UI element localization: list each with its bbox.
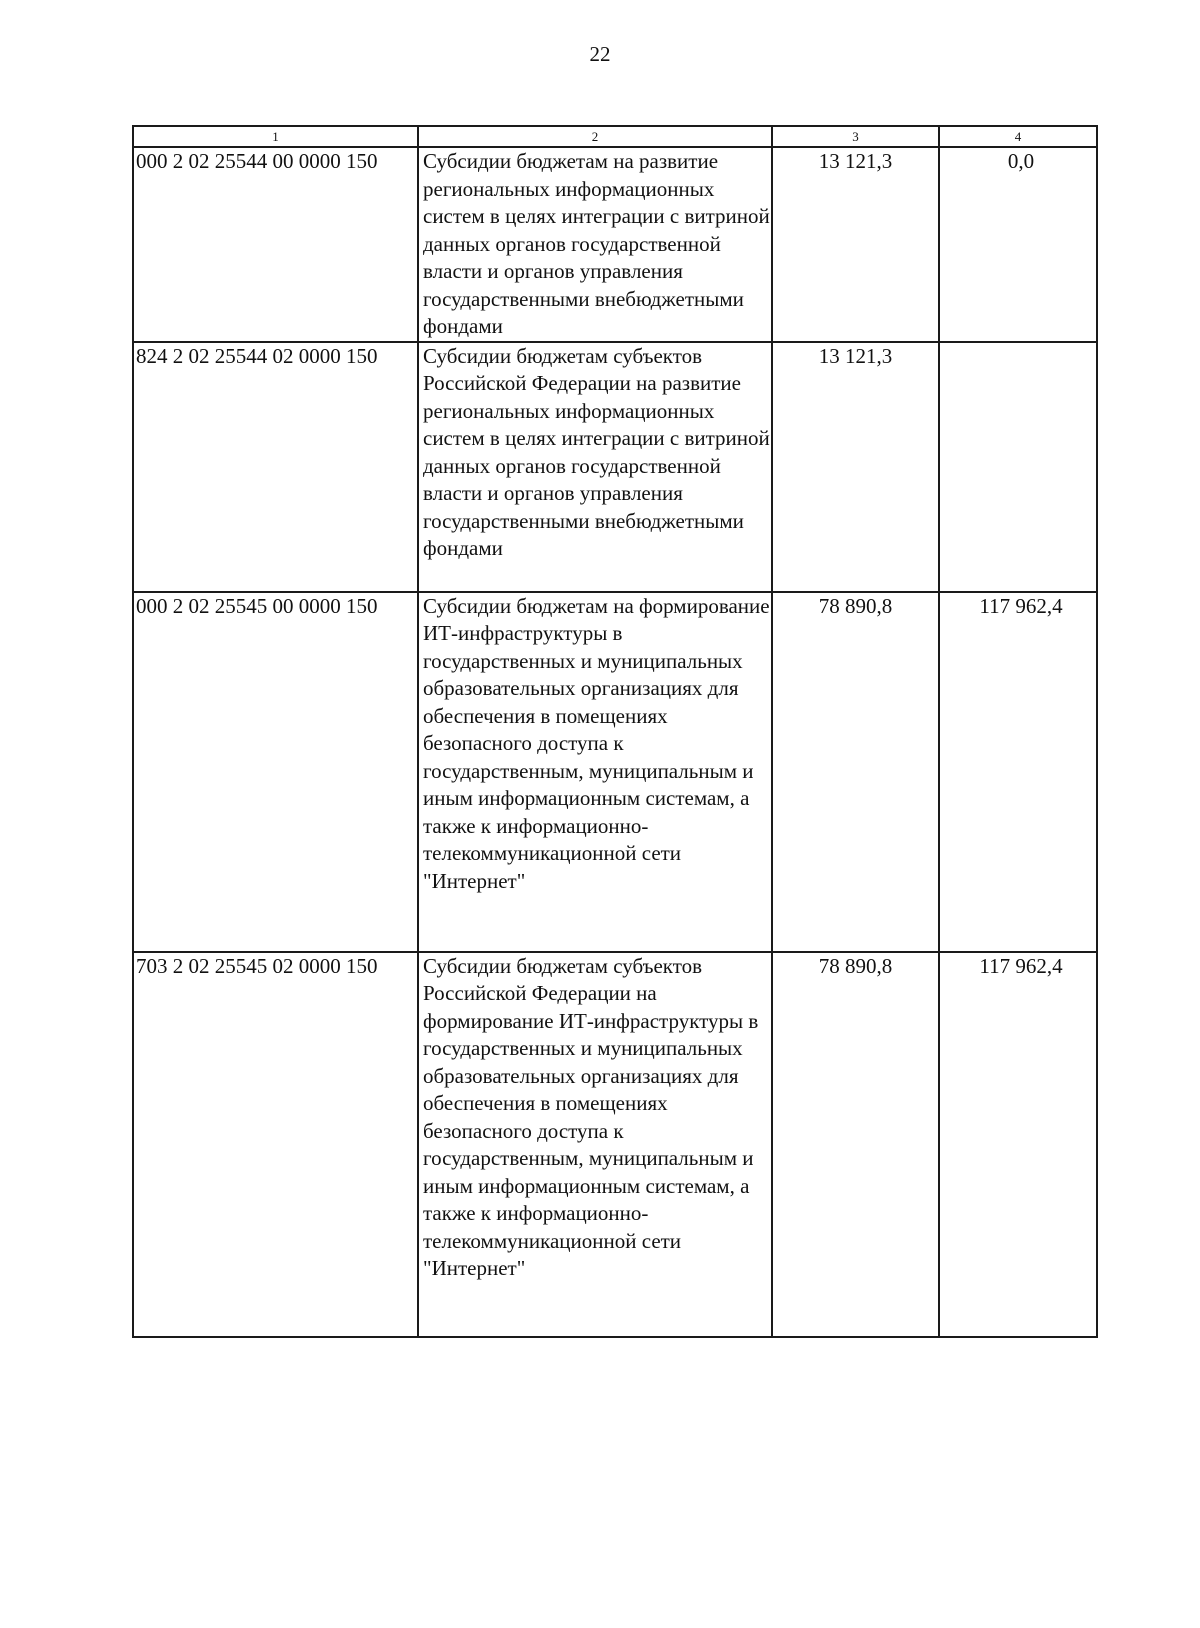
budget-code-cell: 000 2 02 25545 00 0000 150 <box>133 592 418 952</box>
table-row <box>133 952 1097 1337</box>
description-cell: Субсидии бюджетам на формирование ИТ-инфраструктуры в государственных и муниципальных образовательных организациях для обеспечения в помещениях безопасного доступа к государственным, муниципальным и иным информационным системам, а также к информационно-телекоммуникационной сети "Интернет" <box>418 592 772 952</box>
page-number: 22 <box>589 42 611 66</box>
column-header-4: 4 <box>939 126 1097 147</box>
amount-col4-cell: 117 962,4 <box>939 952 1097 1337</box>
table-header-row <box>133 126 1097 147</box>
amount-col4-cell: 117 962,4 <box>939 592 1097 952</box>
table-row <box>133 147 1097 342</box>
column-header-1: 1 <box>133 126 418 147</box>
column-header-3: 3 <box>772 126 939 147</box>
table-row <box>133 342 1097 592</box>
amount-col3-cell: 13 121,3 <box>772 342 939 592</box>
amount-col4-cell <box>939 342 1097 592</box>
budget-code-cell: 824 2 02 25544 02 0000 150 <box>133 342 418 592</box>
budget-code-cell: 000 2 02 25544 00 0000 150 <box>133 147 418 342</box>
column-header-2: 2 <box>418 126 772 147</box>
budget-table <box>132 125 1098 1338</box>
amount-col3-cell: 78 890,8 <box>772 592 939 952</box>
description-cell: Субсидии бюджетам на развитие региональных информационных систем в целях интеграции с витриной данных органов государственной власти и органов управления государственными внебюджетными фондами <box>418 147 772 342</box>
amount-col3-cell: 13 121,3 <box>772 147 939 342</box>
amount-col3-cell: 78 890,8 <box>772 952 939 1337</box>
table-row <box>133 592 1097 952</box>
budget-code-cell: 703 2 02 25545 02 0000 150 <box>133 952 418 1337</box>
description-cell: Субсидии бюджетам субъектов Российской Федерации на развитие региональных информационных систем в целях интеграции с витриной данных органов государственной власти и органов управления государственными внебюджетными фондами <box>418 342 772 592</box>
description-cell: Субсидии бюджетам субъектов Российской Федерации на формирование ИТ-инфраструктуры в государственных и муниципальных образовательных организациях для обеспечения в помещениях безопасного доступа к государственным, муниципальным и иным информационным системам, а также к информационно-телекоммуникационной сети "Интернет" <box>418 952 772 1337</box>
amount-col4-cell: 0,0 <box>939 147 1097 342</box>
